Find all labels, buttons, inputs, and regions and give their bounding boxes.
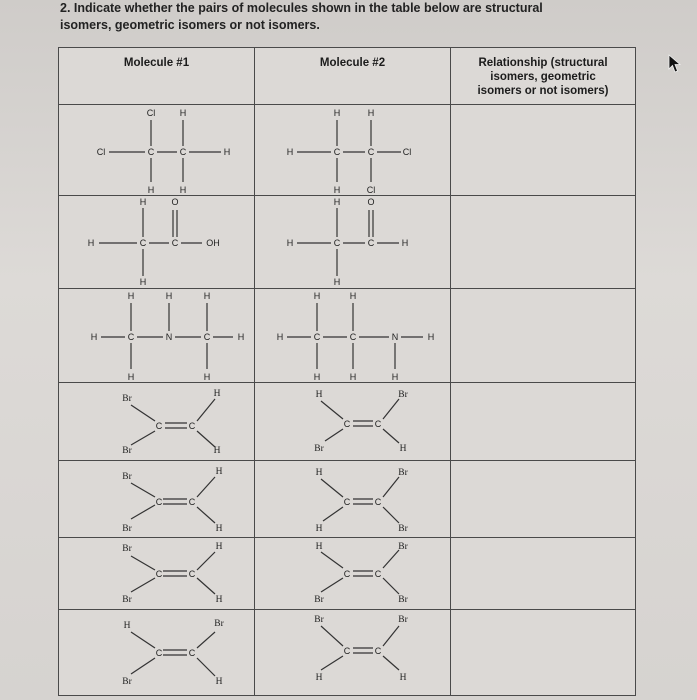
- r5m1-c2: C: [188, 497, 196, 507]
- r2m2-right: H: [401, 238, 409, 248]
- r6m2-c2: C: [374, 569, 382, 579]
- r6m2-lr: Br: [398, 595, 408, 605]
- r2m1-bot-left: H: [139, 277, 147, 287]
- row1-answer[interactable]: [451, 105, 636, 196]
- row1-molecule-1: [59, 105, 255, 196]
- r3m2-top-2: H: [349, 291, 357, 301]
- r3m2-c1: C: [313, 332, 321, 342]
- row7-mol1-structure: [59, 610, 255, 696]
- r4m2-c1: C: [343, 419, 351, 429]
- r7m1-lr: H: [215, 677, 223, 687]
- r1m2-top-right: H: [367, 108, 375, 118]
- r5m2-ll: H: [315, 524, 323, 534]
- table-row: [59, 289, 636, 383]
- r2m2-top-left: H: [333, 197, 341, 207]
- r1m1-c1: C: [147, 147, 155, 157]
- r1m1-top-right: H: [179, 108, 187, 118]
- r6m1-lr: H: [215, 595, 223, 605]
- question-text: [60, 0, 660, 34]
- r6m2-ll: Br: [314, 595, 324, 605]
- r5m2-lr: Br: [398, 524, 408, 534]
- table-row: [59, 196, 636, 289]
- r6m2-ur: Br: [398, 542, 408, 552]
- r4m2-ul: H: [315, 390, 323, 400]
- header-molecule-1: Molecule #1: [59, 48, 255, 105]
- row2-answer[interactable]: [451, 196, 636, 289]
- row3-molecule-2: [255, 289, 451, 383]
- r4m2-lr: H: [399, 444, 407, 454]
- r1m1-c2: C: [179, 147, 187, 157]
- r1m2-c2: C: [367, 147, 375, 157]
- r3m2-bot-2: H: [349, 372, 357, 382]
- r7m2-lr: H: [399, 673, 407, 683]
- row7-molecule-2: [255, 610, 451, 696]
- r1m2-bot-right: Cl: [366, 185, 376, 195]
- r6m1-ur: H: [215, 542, 223, 552]
- r3m2-bot-3: H: [391, 372, 399, 382]
- row7-answer[interactable]: [451, 610, 636, 696]
- r3m1-left: H: [90, 332, 98, 342]
- r6m2-ul: H: [315, 542, 323, 552]
- r1m2-bot-left: H: [333, 185, 341, 195]
- r1m2-left: H: [286, 147, 294, 157]
- row6-mol2-structure: [255, 538, 451, 610]
- row3-answer[interactable]: [451, 289, 636, 383]
- r5m1-c1: C: [155, 497, 163, 507]
- r2m1-top-left: H: [139, 197, 147, 207]
- table-row: [59, 610, 636, 696]
- r5m2-c2: C: [374, 497, 382, 507]
- row7-molecule-1: [59, 610, 255, 696]
- r5m1-ur: H: [215, 467, 223, 477]
- row3-mol1-structure: [59, 289, 255, 383]
- row6-molecule-2: [255, 538, 451, 610]
- row2-molecule-2: [255, 196, 451, 289]
- row3-molecule-1: [59, 289, 255, 383]
- r7m1-ul: H: [123, 621, 131, 631]
- r3m1-right: H: [237, 332, 245, 342]
- r7m2-c1: C: [343, 646, 351, 656]
- r3m2-right: H: [427, 332, 435, 342]
- row1-mol2-structure: [255, 105, 451, 196]
- row5-molecule-1: [59, 461, 255, 538]
- r3m2-left: H: [276, 332, 284, 342]
- r4m1-ul: Br: [122, 394, 132, 404]
- r1m1-bot-left: H: [147, 185, 155, 195]
- r4m2-c2: C: [374, 419, 382, 429]
- r3m1-n: N: [165, 332, 173, 342]
- r4m1-c1: C: [155, 421, 163, 431]
- r6m1-c1: C: [155, 569, 163, 579]
- row4-molecule-2: [255, 383, 451, 461]
- r3m2-n: N: [391, 332, 399, 342]
- r2m1-top-right: O: [171, 197, 179, 207]
- table-row: [59, 105, 636, 196]
- r3m2-bot-1: H: [313, 372, 321, 382]
- r2m1-c1: C: [139, 238, 147, 248]
- r6m2-c1: C: [343, 569, 351, 579]
- row3-mol2-structure: [255, 289, 451, 383]
- row2-mol2-structure: [255, 196, 451, 289]
- row6-molecule-1: [59, 538, 255, 610]
- r7m1-ur: Br: [214, 619, 224, 629]
- row5-mol2-structure: [255, 461, 451, 538]
- r4m1-c2: C: [188, 421, 196, 431]
- table-header-row: [59, 48, 636, 105]
- r4m1-ll: Br: [122, 446, 132, 456]
- r5m1-lr: H: [215, 524, 223, 534]
- row5-answer[interactable]: [451, 461, 636, 538]
- r1m2-right: Cl: [402, 147, 412, 157]
- r5m2-ur: Br: [398, 468, 408, 478]
- r1m1-left: Cl: [96, 147, 106, 157]
- table-row: [59, 538, 636, 610]
- r3m1-bot-1: H: [127, 372, 135, 382]
- r7m2-ll: H: [315, 673, 323, 683]
- r1m2-c1: C: [333, 147, 341, 157]
- r3m2-top-1: H: [313, 291, 321, 301]
- r6m1-ll: Br: [122, 595, 132, 605]
- r5m1-ul: Br: [122, 472, 132, 482]
- r2m2-left: H: [286, 238, 294, 248]
- r2m1-c2: C: [171, 238, 179, 248]
- r3m2-c2: C: [349, 332, 357, 342]
- r3m1-c3: C: [203, 332, 211, 342]
- row2-mol1-structure: [59, 196, 255, 289]
- mouse-pointer-icon: [668, 54, 682, 74]
- row6-answer[interactable]: [451, 538, 636, 610]
- r2m2-bot-left: H: [333, 277, 341, 287]
- r3m1-top-3: H: [203, 291, 211, 301]
- r7m1-c2: C: [188, 648, 196, 658]
- row6-mol1-structure: [59, 538, 255, 610]
- r4m1-ur: H: [213, 389, 221, 399]
- molecule-table: [58, 47, 636, 696]
- r4m1-lr: H: [213, 446, 221, 456]
- row4-mol1-structure: [59, 383, 255, 461]
- header-molecule-2: Molecule #2: [255, 48, 451, 105]
- row5-molecule-2: [255, 461, 451, 538]
- r7m1-ll: Br: [122, 677, 132, 687]
- question-line-1: 2. Indicate whether the pairs of molecules shown in the table below are structural: [60, 1, 543, 15]
- r7m1-c1: C: [155, 648, 163, 658]
- row4-mol2-structure: [255, 383, 451, 461]
- r6m1-ul: Br: [122, 544, 132, 554]
- r5m2-ul: H: [315, 468, 323, 478]
- table-row: [59, 461, 636, 538]
- r3m1-top-1: H: [127, 291, 135, 301]
- r4m2-ll: Br: [314, 444, 324, 454]
- r1m2-top-left: H: [333, 108, 341, 118]
- r6m1-c2: C: [188, 569, 196, 579]
- row1-mol1-structure: [59, 105, 255, 196]
- r1m1-top-left: Cl: [146, 108, 156, 118]
- r5m1-ll: Br: [122, 524, 132, 534]
- header-relationship: Relationship (structural isomers, geometric isomers or not isomers): [451, 48, 636, 105]
- r3m1-c1: C: [127, 332, 135, 342]
- r2m1-left: H: [87, 238, 95, 248]
- question-line-2: isomers, geometric isomers or not isomers.: [60, 18, 320, 32]
- r7m2-ul: Br: [314, 615, 324, 625]
- r1m1-right: H: [223, 147, 231, 157]
- row4-molecule-1: [59, 383, 255, 461]
- r5m2-c1: C: [343, 497, 351, 507]
- r3m1-top-2: H: [165, 291, 173, 301]
- r1m1-bot-right: H: [179, 185, 187, 195]
- r2m1-right: OH: [206, 238, 220, 248]
- r4m2-ur: Br: [398, 390, 408, 400]
- r7m2-c2: C: [374, 646, 382, 656]
- row7-mol2-structure: [255, 610, 451, 696]
- r2m2-c2: C: [367, 238, 375, 248]
- row5-mol1-structure: [59, 461, 255, 538]
- r3m1-bot-3: H: [203, 372, 211, 382]
- row1-molecule-2: [255, 105, 451, 196]
- row2-molecule-1: [59, 196, 255, 289]
- table-row: [59, 383, 636, 461]
- r2m2-top-right: O: [367, 197, 375, 207]
- r7m2-ur: Br: [398, 615, 408, 625]
- r2m2-c1: C: [333, 238, 341, 248]
- row4-answer[interactable]: [451, 383, 636, 461]
